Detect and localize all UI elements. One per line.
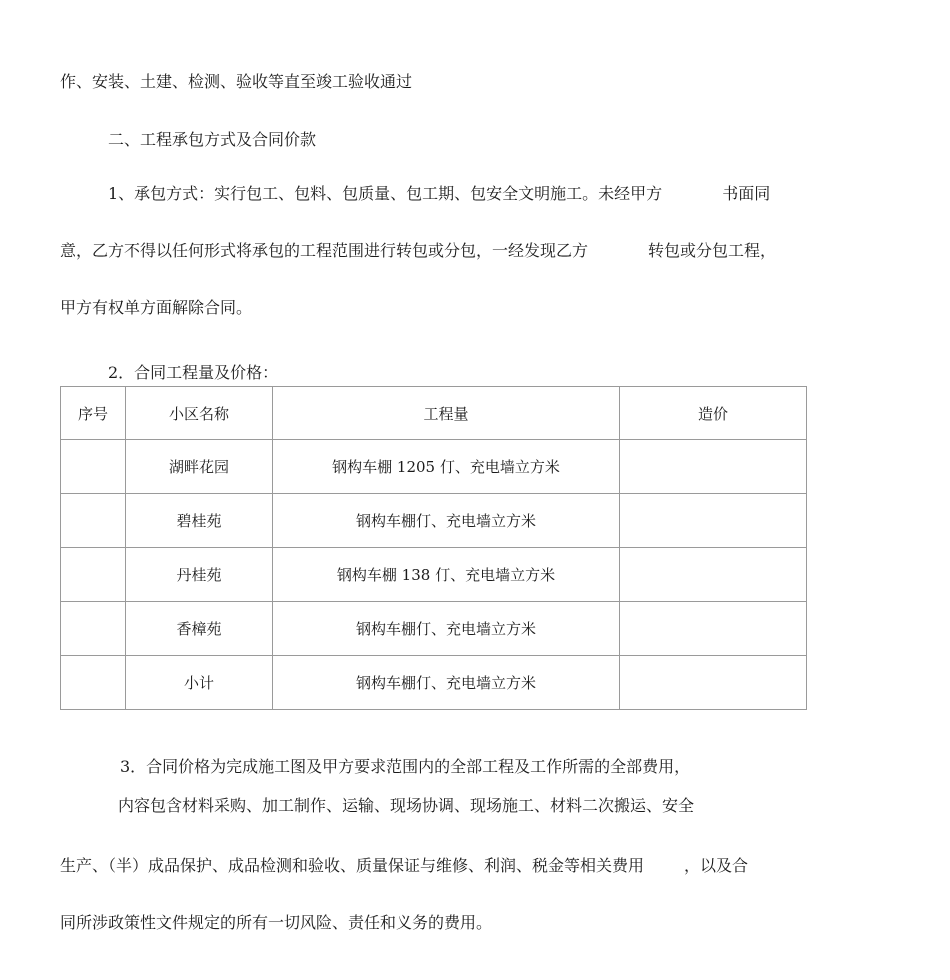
clause3-line2: 内容包含材料采购、加工制作、运输、现场协调、现场施工、材料二次搬运、安全 — [118, 796, 695, 815]
table-row — [61, 602, 807, 656]
cell-community: 香樟苑 — [126, 602, 273, 656]
cell-seq — [61, 494, 126, 548]
cell-community: 小计 — [126, 656, 273, 710]
clause1-line2 — [60, 241, 776, 261]
clause3-line4: 同所涉政策性文件规定的所有一切风险、责任和义务的费用。 — [60, 913, 493, 932]
clause3-line3-text-a: 生产、（半）成品保护、成品检测和验收、质量保证与维修、利润、税金等相关费用 — [60, 856, 645, 875]
cell-quantity: 钢构车棚 138 仃、充电墙立方米 — [273, 548, 620, 602]
paragraph-continuation: 作、安装、土建、检测、验收等直至竣工验收通过 — [60, 72, 413, 91]
table-row — [61, 548, 807, 602]
clause1-text-a: 1、承包方式：实行包工、包料、包质量、包工期、包安全文明施工。未经甲方 — [108, 184, 663, 203]
table-header-row — [61, 387, 807, 440]
cell-price — [620, 548, 807, 602]
clause2-heading: 2．合同工程量及价格： — [108, 363, 279, 382]
section-heading: 二、工程承包方式及合同价款 — [108, 130, 317, 149]
cell-seq — [61, 440, 126, 494]
clause1-line2-text-a: 意，乙方不得以任何形式将承包的工程范围进行转包或分包，一经发现乙方 — [60, 241, 589, 260]
table-row — [61, 494, 807, 548]
clause3-line3-text-b: ，以及合 — [684, 856, 749, 875]
cell-community: 湖畔花园 — [126, 440, 273, 494]
header-quantity: 工程量 — [273, 387, 620, 440]
quantity-price-table — [60, 386, 807, 710]
clause3-line1: 3．合同价格为完成施工图及甲方要求范围内的全部工程及工作所需的全部费用， — [120, 757, 691, 776]
cell-quantity: 钢构车棚仃、充电墙立方米 — [273, 656, 620, 710]
clause3-line3 — [60, 856, 748, 876]
clause1-text-b: 书面同 — [722, 184, 771, 203]
cell-seq — [61, 548, 126, 602]
cell-community: 丹桂苑 — [126, 548, 273, 602]
cell-price — [620, 656, 807, 710]
cell-price — [620, 440, 807, 494]
clause1-line1 — [108, 184, 770, 204]
header-community: 小区名称 — [126, 387, 273, 440]
table-row — [61, 656, 807, 710]
cell-seq — [61, 602, 126, 656]
clause1-line3: 甲方有权单方面解除合同。 — [60, 298, 253, 317]
cell-quantity: 钢构车棚仃、充电墙立方米 — [273, 494, 620, 548]
cell-quantity: 钢构车棚仃、充电墙立方米 — [273, 602, 620, 656]
header-price: 造价 — [620, 387, 807, 440]
clause1-line2-text-b: 转包或分包工程， — [648, 241, 777, 260]
cell-price — [620, 494, 807, 548]
table-row — [61, 440, 807, 494]
cell-price — [620, 602, 807, 656]
header-seq: 序号 — [61, 387, 126, 440]
cell-community: 碧桂苑 — [126, 494, 273, 548]
cell-seq — [61, 656, 126, 710]
cell-quantity: 钢构车棚 1205 仃、充电墙立方米 — [273, 440, 620, 494]
